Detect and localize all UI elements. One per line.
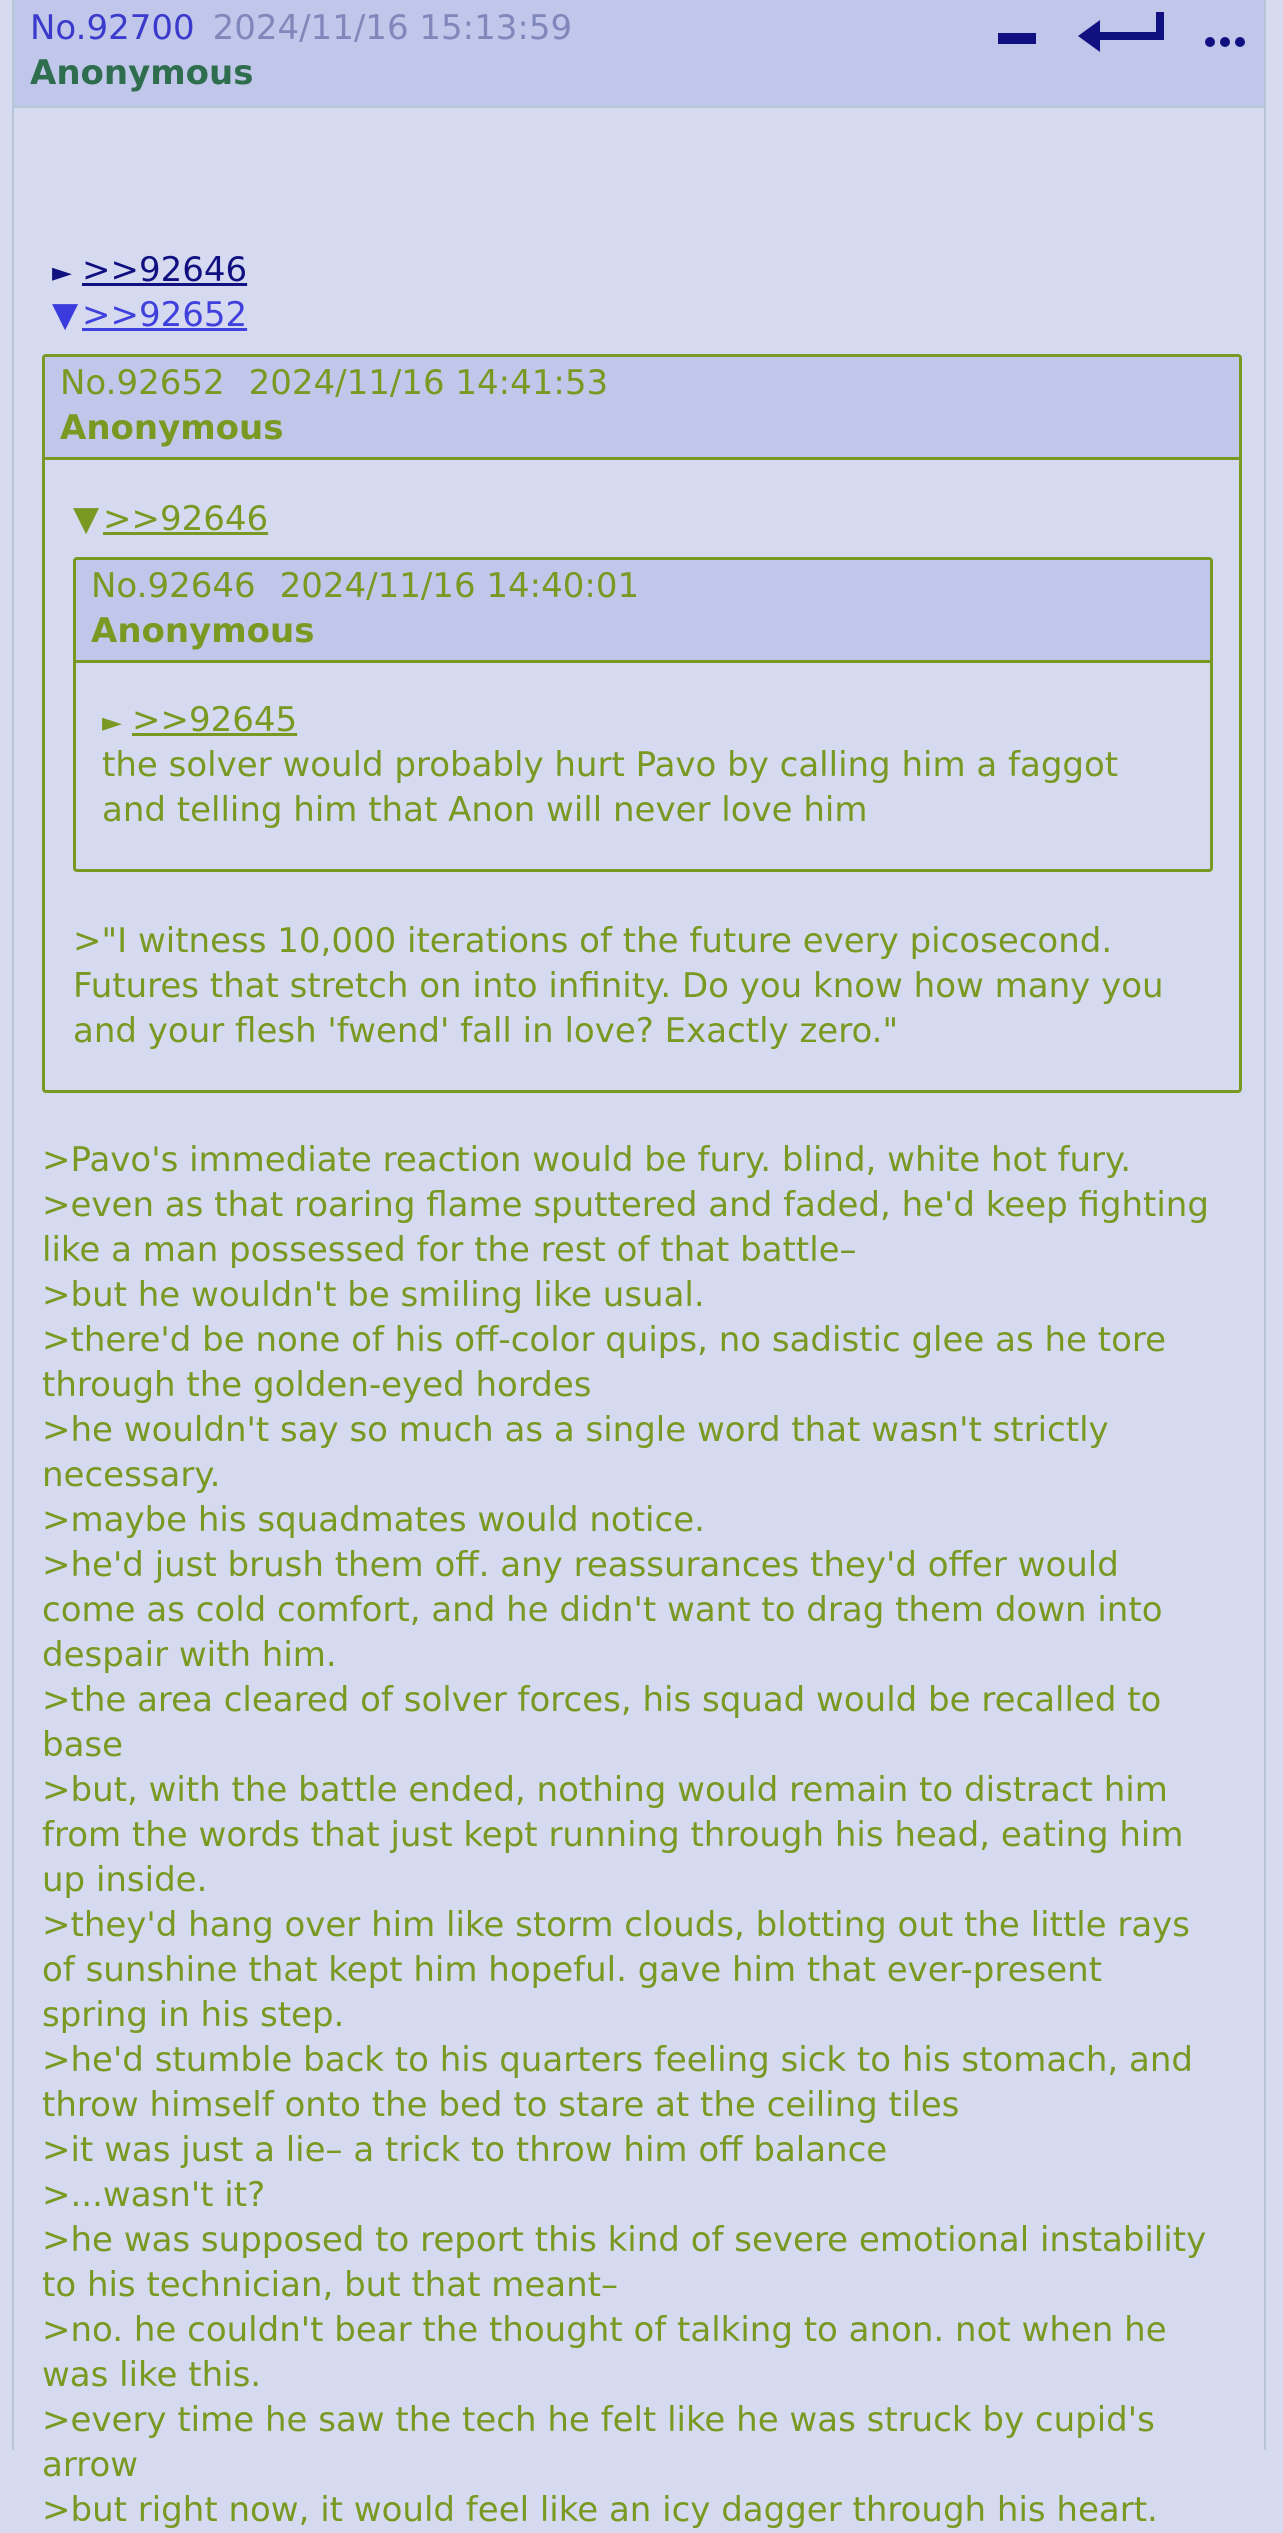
quote-link[interactable]: >>92645 [132, 700, 298, 740]
text-line: and telling him that Anon will never love him [102, 790, 868, 830]
greentext-line: >he'd stumble back to his quarters feeling sick to his stomach, and [42, 2040, 1193, 2080]
greentext-line: arrow [42, 2445, 139, 2485]
inline-post-datetime: 2024/11/16 14:40:01 [279, 566, 640, 606]
inline-post [42, 354, 1242, 1093]
greentext-line: from the words that just kept running through his head, eating him [42, 1815, 1184, 1855]
greentext-line: Futures that stretch on into infinity. Do you know how many you [73, 966, 1164, 1006]
quote-link[interactable]: >>92652 [82, 295, 248, 335]
greentext-line: >they'd hang over him like storm clouds, blotting out the little rays [42, 1905, 1191, 1945]
post-info [30, 6, 572, 51]
greentext-line: >he'd just brush them off. any reassurances they'd offer would [42, 1545, 1119, 1585]
collapsed-triangle-icon[interactable]: ► [52, 258, 72, 288]
post-header [14, 0, 1264, 108]
greentext-line: >but he wouldn't be smiling like usual. [42, 1275, 705, 1315]
greentext-line: >the area cleared of solver forces, his squad would be recalled to [42, 1680, 1162, 1720]
greentext-line: like a man possessed for the rest of that battle– [42, 1230, 857, 1270]
quote-link-row [102, 698, 297, 746]
expanded-triangle-icon[interactable]: ▼ [73, 499, 100, 539]
quote-link[interactable]: >>92646 [103, 499, 269, 539]
greentext-line: necessary. [42, 1455, 221, 1495]
greentext-line: to his technician, but that meant– [42, 2265, 618, 2305]
greentext-line: come as cold comfort, and he didn't want to drag them down into [42, 1590, 1163, 1630]
greentext-line: >"I witness 10,000 iterations of the future every picosecond. [73, 921, 1113, 961]
inline-post [73, 557, 1213, 872]
greentext-line: >even as that roaring flame sputtered and faded, he'd keep fighting [42, 1185, 1209, 1225]
greentext-line: of sunshine that kept him hopeful. gave him that ever-present [42, 1950, 1103, 1990]
greentext-line: up inside. [42, 1860, 208, 1900]
post [12, 0, 1266, 2530]
greentext-line: despair with him. [42, 1635, 337, 1675]
quote-link-row [52, 293, 247, 338]
post-actions [958, 10, 1246, 66]
greentext-line: >he wouldn't say so much as a single word that wasn't strictly [42, 1410, 1109, 1450]
quote-link-row [73, 497, 268, 542]
poster-name: Anonymous [30, 53, 254, 93]
inline-poster-name: Anonymous [91, 611, 315, 651]
greentext-line: >maybe his squadmates would notice. [42, 1500, 705, 1540]
inline-poster-name: Anonymous [60, 408, 284, 448]
greentext-line: and your flesh 'fwend' fall in love? Exactly zero." [73, 1011, 899, 1051]
more-icon[interactable] [1204, 16, 1246, 61]
greentext-line: spring in his step. [42, 1995, 345, 2035]
greentext-line: >he was supposed to report this kind of severe emotional instability [42, 2220, 1207, 2260]
return-arrow-icon[interactable] [1076, 10, 1164, 66]
greentext-line: >but right now, it would feel like an icy dagger through his heart. [42, 2490, 1158, 2530]
minus-icon[interactable] [998, 16, 1036, 61]
inline-post-datetime: 2024/11/16 14:41:53 [248, 363, 609, 403]
greentext-line: was like this. [42, 2355, 262, 2395]
inline-post-number[interactable]: No.92646 [91, 566, 256, 606]
inline-post-info [60, 361, 608, 406]
post-message [42, 1138, 1209, 2533]
greentext-line: >there'd be none of his off-color quips, no sadistic glee as he tore [42, 1320, 1167, 1360]
expanded-triangle-icon[interactable]: ▼ [52, 295, 79, 335]
inline-post-header [76, 560, 1210, 663]
greentext-line: >it was just a lie– a trick to throw him off balance [42, 2130, 888, 2170]
greentext-line: >every time he saw the tech he felt like he was struck by cupid's [42, 2400, 1155, 2440]
quote-link-row [52, 248, 247, 296]
greentext-line: through the golden-eyed hordes [42, 1365, 592, 1405]
collapsed-triangle-icon[interactable]: ► [102, 708, 122, 738]
greentext-line: >no. he couldn't bear the thought of talking to anon. not when he [42, 2310, 1167, 2350]
greentext-line: >...wasn't it? [42, 2175, 266, 2215]
text-line: the solver would probably hurt Pavo by calling him a faggot [102, 745, 1119, 785]
inline-post-header [45, 357, 1239, 460]
greentext-line: >Pavo's immediate reaction would be fury. blind, white hot fury. [42, 1140, 1132, 1180]
post-datetime: 2024/11/16 15:13:59 [212, 8, 573, 48]
inline-post-text [102, 743, 1118, 833]
greentext-line: >but, with the battle ended, nothing would remain to distract him [42, 1770, 1168, 1810]
inline-post-info [91, 564, 639, 609]
inline-post-number[interactable]: No.92652 [60, 363, 225, 403]
post-number[interactable]: No.92700 [30, 8, 195, 48]
greentext-line: throw himself onto the bed to stare at the ceiling tiles [42, 2085, 960, 2125]
quote-link[interactable]: >>92646 [82, 250, 248, 290]
greentext-line: base [42, 1725, 124, 1765]
inline-post-text [73, 919, 1164, 1054]
